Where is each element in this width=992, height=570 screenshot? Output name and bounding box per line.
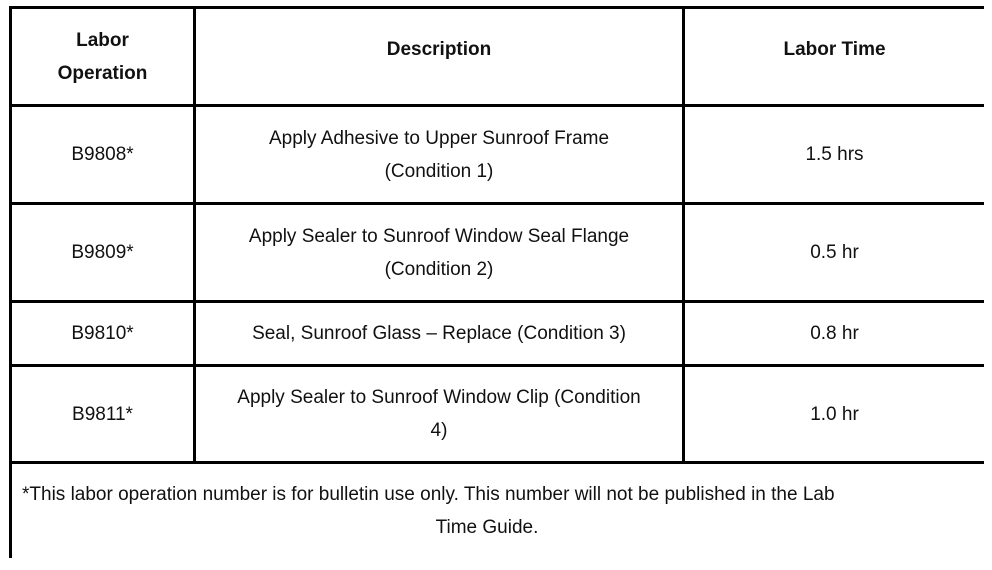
table-header-row [11,8,985,106]
header-labor-operation-line1: Labor [76,29,129,51]
labor-operations-table-container [9,6,984,558]
labor-time-cell: 0.8 hr [684,302,985,366]
header-labor-time [684,8,985,106]
description-line1: Seal, Sunroof Glass – Replace (Condition 3) [252,323,626,344]
description-line1: Apply Adhesive to Upper Sunroof Frame [268,127,610,149]
description-cell [195,366,684,463]
header-description [195,8,684,106]
footnote-cell [11,463,985,559]
footnote-line1: *This labor operation number is for bulletin use only. This number will not be published in the Lab [22,484,835,505]
header-description-label: Description [386,39,492,60]
description-cell [195,204,684,302]
table-row [11,106,985,204]
header-labor-operation [11,8,195,106]
operation-code-cell: B9809* [11,204,195,302]
operation-code-cell: B9811* [11,366,195,463]
labor-time-cell: 1.5 hrs [684,106,985,204]
footnote-text [22,478,982,544]
description-line1: Apply Sealer to Sunroof Window Clip (Condition [237,387,641,408]
description-line2: 4) [430,420,448,441]
footnote-row [11,463,985,559]
description-cell [195,106,684,204]
description-line2: (Condition 1) [384,160,494,182]
description-line2: (Condition 2) [384,258,494,280]
operation-code-cell: B9810* [11,302,195,366]
labor-time-cell: 0.5 hr [684,204,985,302]
labor-operations-table [9,6,984,558]
footnote-line2: Time Guide. [435,517,539,538]
description-cell [195,302,684,366]
header-labor-operation-line2: Operation [57,62,148,84]
description-line1: Apply Sealer to Sunroof Window Seal Flange [248,225,630,247]
table-row [11,366,985,463]
header-labor-time-label: Labor Time [783,39,886,60]
labor-time-cell: 1.0 hr [684,366,985,463]
operation-code-cell: B9808* [11,106,195,204]
table-row [11,302,985,366]
table-row [11,204,985,302]
